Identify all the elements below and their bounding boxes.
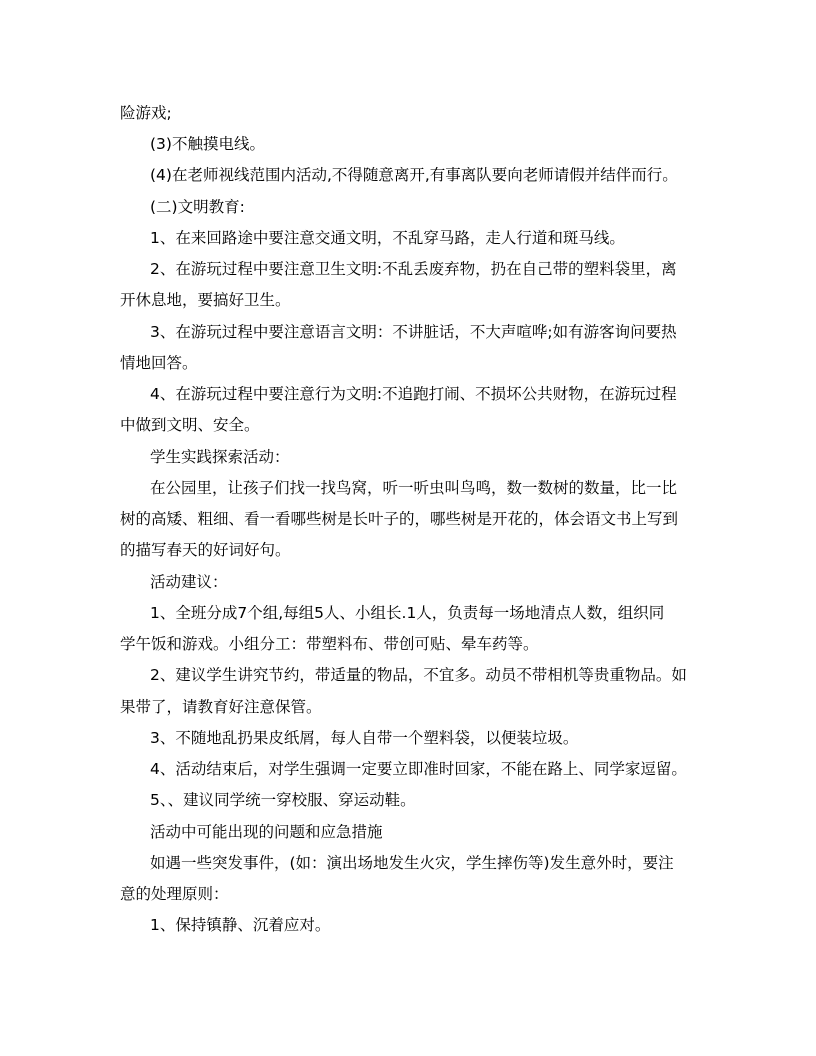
text-line: 2、在游玩过程中要注意卫生文明:不乱丢废弃物，扔在自己带的塑料袋里，离 <box>150 260 677 278</box>
text-line: 4、活动结束后，对学生强调一定要立即准时回家，不能在路上、同学家逗留。 <box>150 760 687 778</box>
text-line: (4)在老师视线范围内活动,不得随意离开,有事离队要向老师请假并结伴而行。 <box>150 166 678 184</box>
text-line: 险游戏; <box>120 104 172 122</box>
section-heading: 活动建议： <box>150 573 228 591</box>
text-line: 在公园里，让孩子们找一找鸟窝，听一听虫叫鸟鸣，数一数树的数量，比一比 <box>150 479 678 497</box>
text-line: 2、建议学生讲究节约，带适量的物品，不宜多。动员不带相机等贵重物品。如 <box>150 666 687 684</box>
text-line: 果带了，请教育好注意保管。 <box>120 698 322 716</box>
text-line: 5、、建议同学统一穿校服、穿运动鞋。 <box>150 791 416 809</box>
text-line: 3、在游玩过程中要注意语言文明：不讲脏话，不大声喧哗;如有游客询问要热 <box>150 323 677 341</box>
text-line: 3、不随地乱扔果皮纸屑，每人自带一个塑料袋，以便装垃圾。 <box>150 729 579 747</box>
text-line: 如遇一些突发事件，(如：演出场地发生火灾，学生摔伤等)发生意外时，要注 <box>150 854 674 872</box>
text-line: 1、在来回路途中要注意交通文明，不乱穿马路，走人行道和斑马线。 <box>150 229 625 247</box>
text-line: 1、全班分成7个组,每组5人、小组长.1人，负责每一场地清点人数，组织同 <box>150 604 665 622</box>
text-line: 情地回答。 <box>120 354 198 372</box>
text-line: 4、在游玩过程中要注意行为文明:不追跑打闹、不损坏公共财物，在游玩过程 <box>150 385 677 403</box>
text-line: 意的处理原则： <box>120 885 229 903</box>
text-line: 1、保持镇静、沉着应对。 <box>150 916 331 934</box>
text-line: (3)不触摸电线。 <box>150 135 265 153</box>
section-heading: (二)文明教育: <box>150 198 245 216</box>
section-heading: 学生实践探索活动： <box>150 448 290 466</box>
text-line: 的描写春天的好词好句。 <box>120 541 291 559</box>
text-line: 中做到文明、安全。 <box>120 416 260 434</box>
text-line: 树的高矮、粗细、看一看哪些树是长叶子的，哪些树是开花的，体会语文书上写到 <box>120 510 679 528</box>
text-line: 开休息地，要搞好卫生。 <box>120 291 291 309</box>
section-heading: 活动中可能出现的问题和应急措施 <box>150 823 383 841</box>
text-line: 学午饭和游戏。小组分工：带塑料布、带创可贴、晕车药等。 <box>120 635 539 653</box>
